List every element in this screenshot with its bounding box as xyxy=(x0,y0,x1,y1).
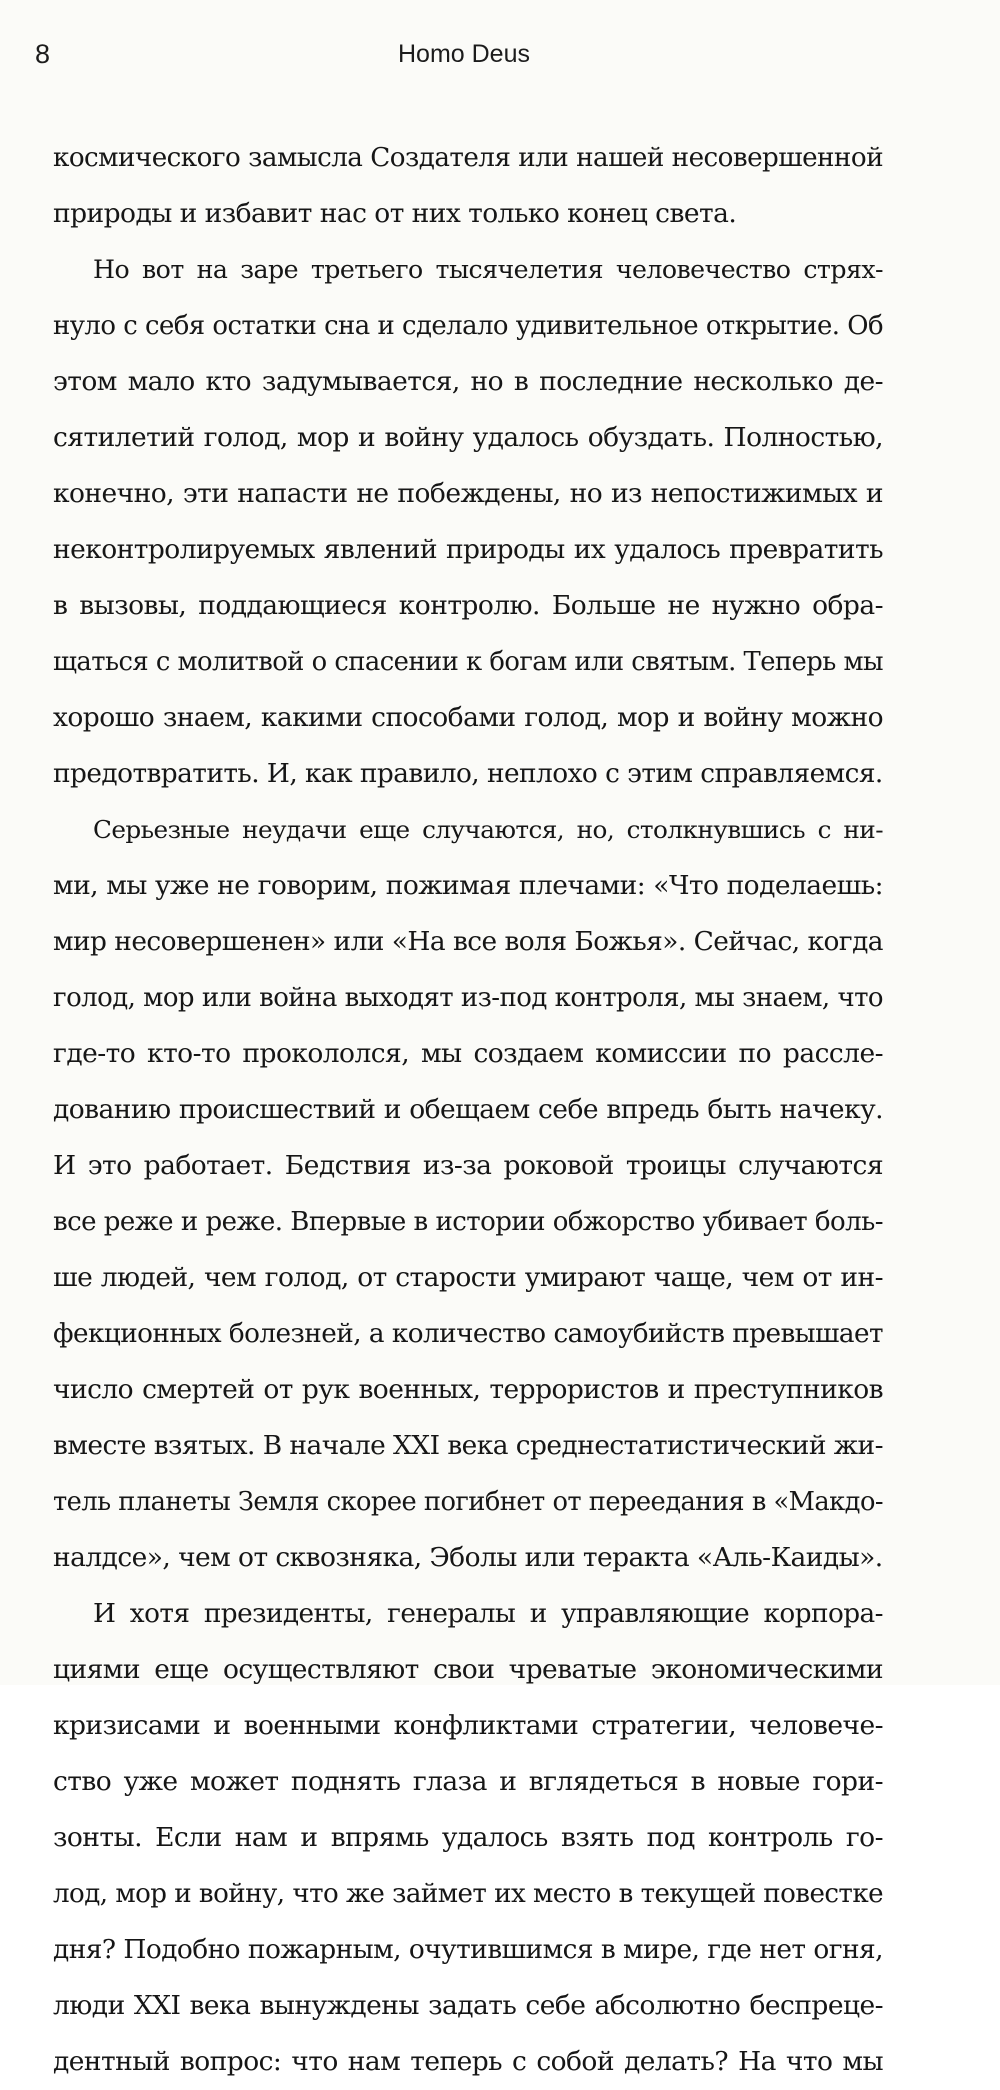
text-line: люди XXI века вынуждены задать себе абсолютно беспреце- xyxy=(53,1990,883,2021)
text-line: налдсе», чем от сквозняка, Эболы или теракта «Аль-Каиды». xyxy=(53,1542,883,1573)
text-line: неконтролируемых явлений природы их удалось превратить xyxy=(53,534,883,565)
text-line: И хотя президенты, генералы и управляющие корпора- xyxy=(93,1599,883,1629)
text-line: дентный вопрос: что нам теперь с собой делать? На что мы xyxy=(53,2046,883,2077)
text-line: предотвратить. И, как правило, неплохо с этим справляемся. xyxy=(53,759,883,789)
text-line: Серьезные неудачи еще случаются, но, столкнувшись с ни- xyxy=(93,815,883,844)
text-line: Но вот на заре третьего тысячелетия человечество стрях- xyxy=(93,255,883,284)
text-line: дня? Подобно пожарным, очутившимся в мире, где нет огня, xyxy=(53,1934,883,1965)
text-line: тель планеты Земля скорее погибнет от переедания в «Макдо- xyxy=(53,1487,883,1517)
text-line: конечно, эти напасти не побеждены, но из непостижимых и xyxy=(53,478,883,509)
running-title: Homo Deus xyxy=(398,40,530,68)
text-line: ство уже может поднять глаза и вглядеться в новые гори- xyxy=(53,1766,883,1797)
text-line: ми, мы уже не говорим, пожимая плечами: «Что поделаешь: xyxy=(53,870,883,901)
text-line: хорошо знаем, какими способами голод, мор и войну можно xyxy=(53,702,883,733)
text-line: дованию происшествий и обещаем себе впредь быть начеку. xyxy=(53,1094,883,1125)
text-line: нуло с себя остатки сна и сделало удивительное открытие. Об xyxy=(53,311,883,341)
text-line: ше людей, чем голод, от старости умирают чаще, чем от ин- xyxy=(53,1262,883,1293)
text-line: число смертей от рук военных, террористов и преступников xyxy=(53,1374,883,1405)
text-line: лод, мор и войну, что же займет их место в текущей повестке xyxy=(53,1879,883,1909)
text-line: голод, мор или война выходят из-под контроля, мы знаем, что xyxy=(53,983,883,1013)
text-line: сятилетий голод, мор и войну удалось обуздать. Полностью, xyxy=(53,422,883,453)
text-line: щаться с молитвой о спасении к богам или святым. Теперь мы xyxy=(53,647,883,677)
text-line: природы и избавит нас от них только конец света. xyxy=(53,198,737,229)
page-number: 8 xyxy=(35,39,51,69)
text-line: этом мало кто задумывается, но в последние несколько де- xyxy=(53,366,883,397)
text-line: где-то кто-то прокололся, мы создаем комиссии по рассле- xyxy=(53,1038,883,1069)
text-line: в вызовы, поддающиеся контролю. Больше не нужно обра- xyxy=(53,590,883,621)
text-line: циями еще осуществляют свои чреватые экономическими xyxy=(53,1654,883,1685)
text-line: И это работает. Бедствия из-за роковой троицы случаются xyxy=(53,1150,883,1181)
text-line: космического замысла Создателя или нашей несовершенной xyxy=(53,143,883,173)
text-line: мир несовершенен» или «На все воля Божья». Сейчас, когда xyxy=(53,926,883,957)
text-line: все реже и реже. Впервые в истории обжорство убивает боль- xyxy=(53,1207,883,1237)
text-line: фекционных болезней, а количество самоубийств превышает xyxy=(53,1319,883,1349)
page-header xyxy=(0,36,1000,76)
text-line: зонты. Если нам и впрямь удалось взять под контроль го- xyxy=(53,1822,883,1853)
text-line: кризисами и военными конфликтами стратегии, человече- xyxy=(53,1710,883,1741)
text-line: вместе взятых. В начале XXI века среднестатистический жи- xyxy=(53,1430,883,1461)
body-text xyxy=(53,130,883,2090)
